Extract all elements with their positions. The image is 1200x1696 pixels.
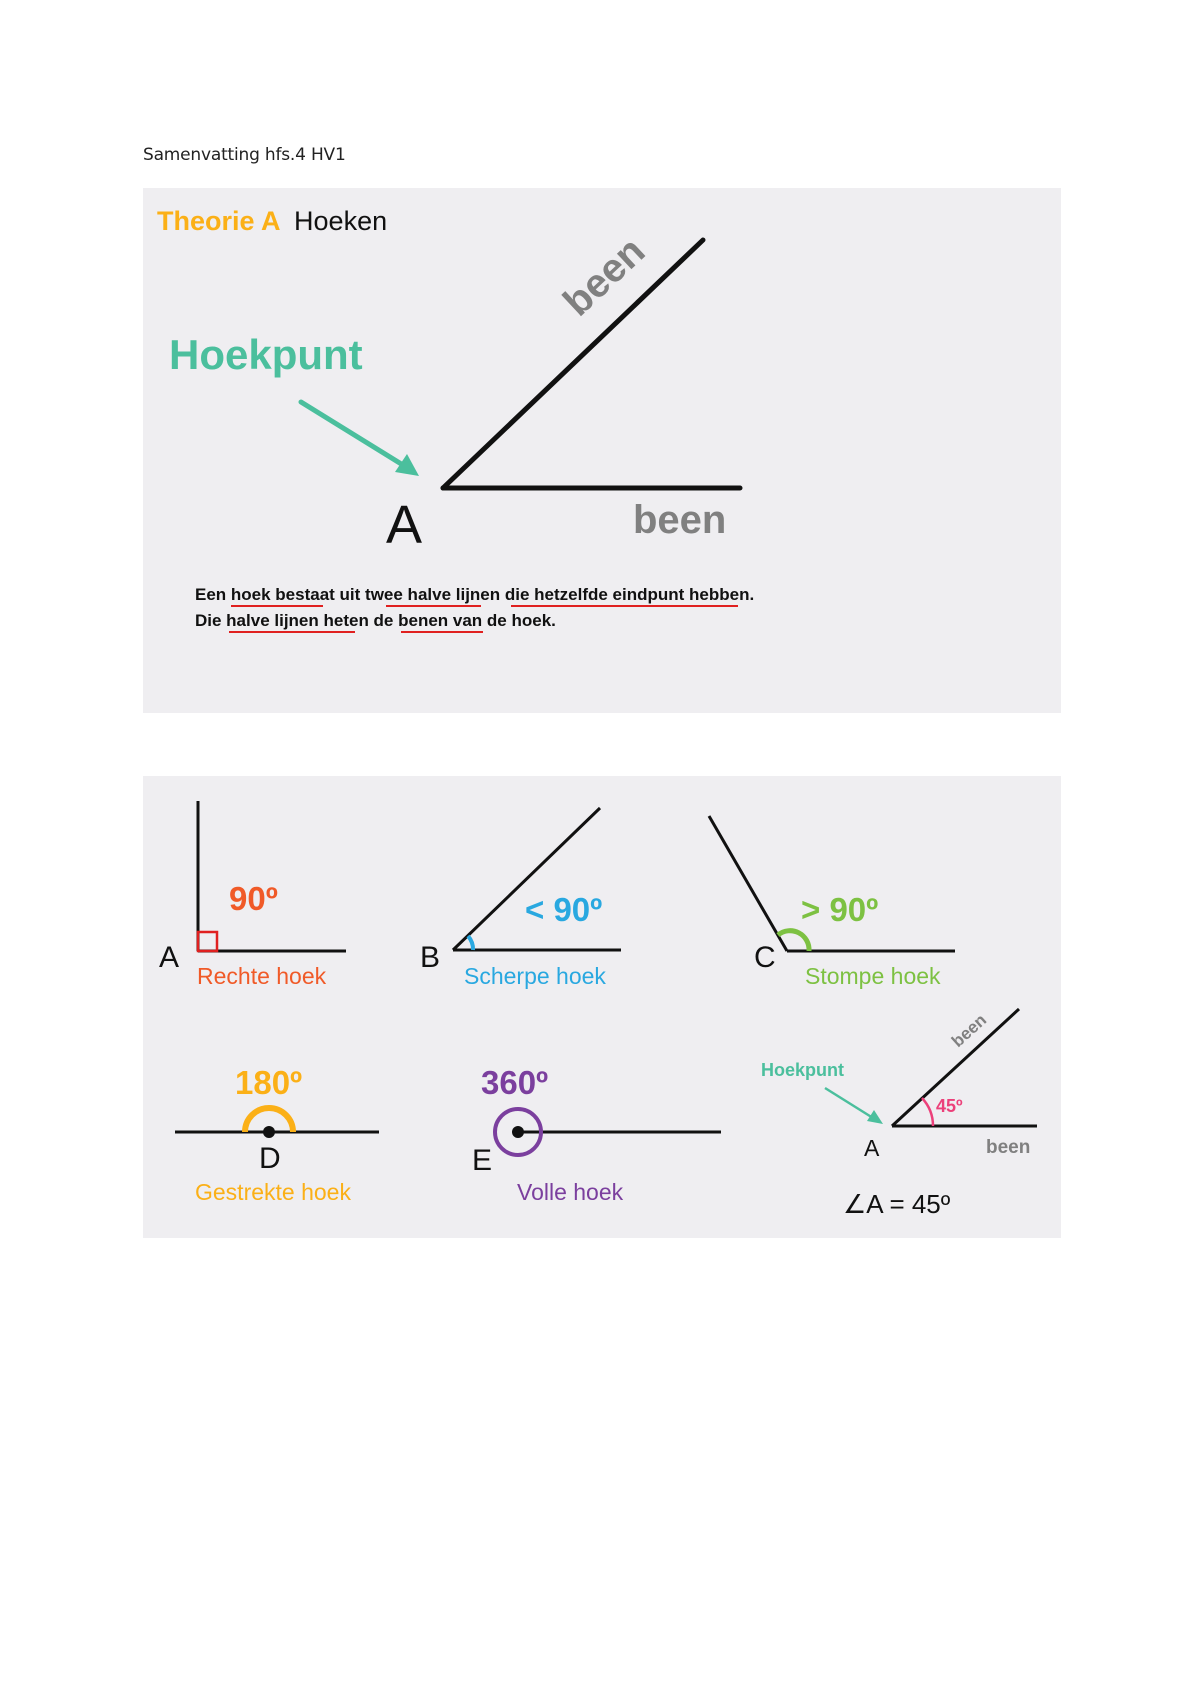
straight-angle-degrees: 180º <box>235 1064 303 1101</box>
obtuse-angle-point: C <box>754 941 776 974</box>
full-vertex-dot <box>512 1126 524 1138</box>
full-angle-name: Volle hoek <box>517 1179 624 1205</box>
straight-vertex-dot <box>263 1126 275 1138</box>
acute-angle-point: B <box>420 941 441 974</box>
acute-angle-degrees: < 90º <box>525 891 603 928</box>
right-angle-name: Rechte hoek <box>197 963 327 989</box>
straight-angle-figure <box>175 1064 379 1205</box>
arrow-icon <box>301 402 419 476</box>
example-angle-figure <box>761 1009 1037 1219</box>
right-angle-marker-icon <box>198 932 217 951</box>
straight-angle-name: Gestrekte hoek <box>195 1179 351 1205</box>
example-vertex-label: Hoekpunt <box>761 1060 844 1080</box>
acute-angle-name: Scherpe hoek <box>464 963 606 989</box>
example-point: A <box>864 1135 880 1161</box>
right-angle-figure <box>159 801 346 989</box>
acute-angle-figure <box>420 808 621 989</box>
full-angle-figure <box>472 1064 721 1205</box>
example-arc-icon <box>922 1098 933 1126</box>
theory-diagram <box>143 188 1061 713</box>
theory-heading-main: Hoeken <box>294 206 388 236</box>
document-title: Samenvatting hfs.4 HV1 <box>143 145 346 165</box>
acute-arc-icon <box>468 936 473 950</box>
example-leg-upper: been <box>947 1010 991 1051</box>
theory-heading-prefix: Theorie A <box>157 206 281 236</box>
definition-line-1: Een hoek bestaat uit twee halve lijnen die hetzelfde eindpunt hebben. <box>195 585 755 604</box>
right-angle-degrees: 90º <box>229 880 278 917</box>
angle-types-diagram <box>143 776 1061 1238</box>
leg-label-lower: been <box>633 498 727 542</box>
example-arrow-icon <box>825 1088 883 1124</box>
obtuse-angle-name: Stompe hoek <box>805 963 941 989</box>
leg-label-upper: been <box>555 228 654 325</box>
example-degrees: 45º <box>936 1096 963 1116</box>
angle-types-panel <box>143 776 1061 1238</box>
obtuse-angle-degrees: > 90º <box>801 891 879 928</box>
right-angle-point: A <box>159 941 180 974</box>
vertex-point-label: A <box>386 495 423 555</box>
hoekpunt-label: Hoekpunt <box>169 331 363 378</box>
straight-angle-point: D <box>259 1142 281 1175</box>
example-leg-lower: been <box>986 1137 1031 1158</box>
theory-heading <box>157 206 387 236</box>
definition-line-2: Die halve lijnen heten de benen van de hoek. <box>195 611 556 630</box>
full-angle-degrees: 360º <box>481 1064 549 1101</box>
theory-panel <box>143 188 1061 713</box>
example-notation: ∠A = 45º <box>843 1189 951 1219</box>
obtuse-angle-figure <box>709 816 955 989</box>
full-angle-point: E <box>472 1144 493 1177</box>
